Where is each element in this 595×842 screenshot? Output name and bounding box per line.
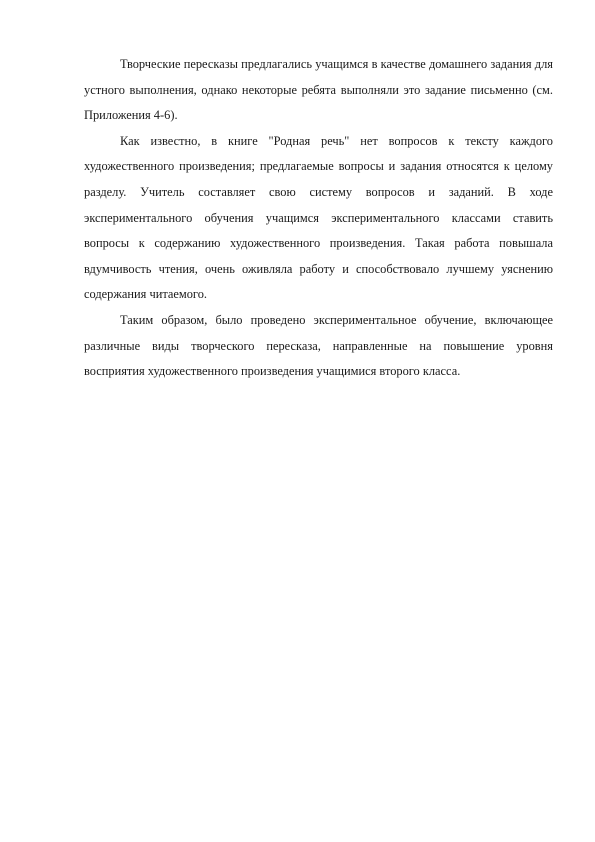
paragraph-creative-retellings: Творческие пересказы предлагались учащимся в качестве домашнего задания для устного выполнения, однако некоторые ребята выполняли это задание письменно (см. Приложения 4-6). <box>84 57 553 123</box>
paragraph-rodnaya-rech: Как известно, в книге "Родная речь" нет вопросов к тексту каждого художественного произведения; предлагаемые вопросы и задания относятся к целому разделу. Учитель составляет свою систему вопросов и заданий. В ходе экспериментального обучения учащимся экспериментального классами ставить вопросы к содержанию художественного произведения. Такая работа повышала вдумчивость чтения, очень оживляла работу и способствовало лучшему уяснению содержания читаемого. <box>84 133 553 302</box>
paragraph-conclusion: Таким образом, было проведено экспериментальное обучение, включающее различные виды творческого пересказа, направленные на повышение уровня восприятия художественного произведения учащимися второго класса. <box>84 312 553 379</box>
body-text <box>84 52 553 385</box>
